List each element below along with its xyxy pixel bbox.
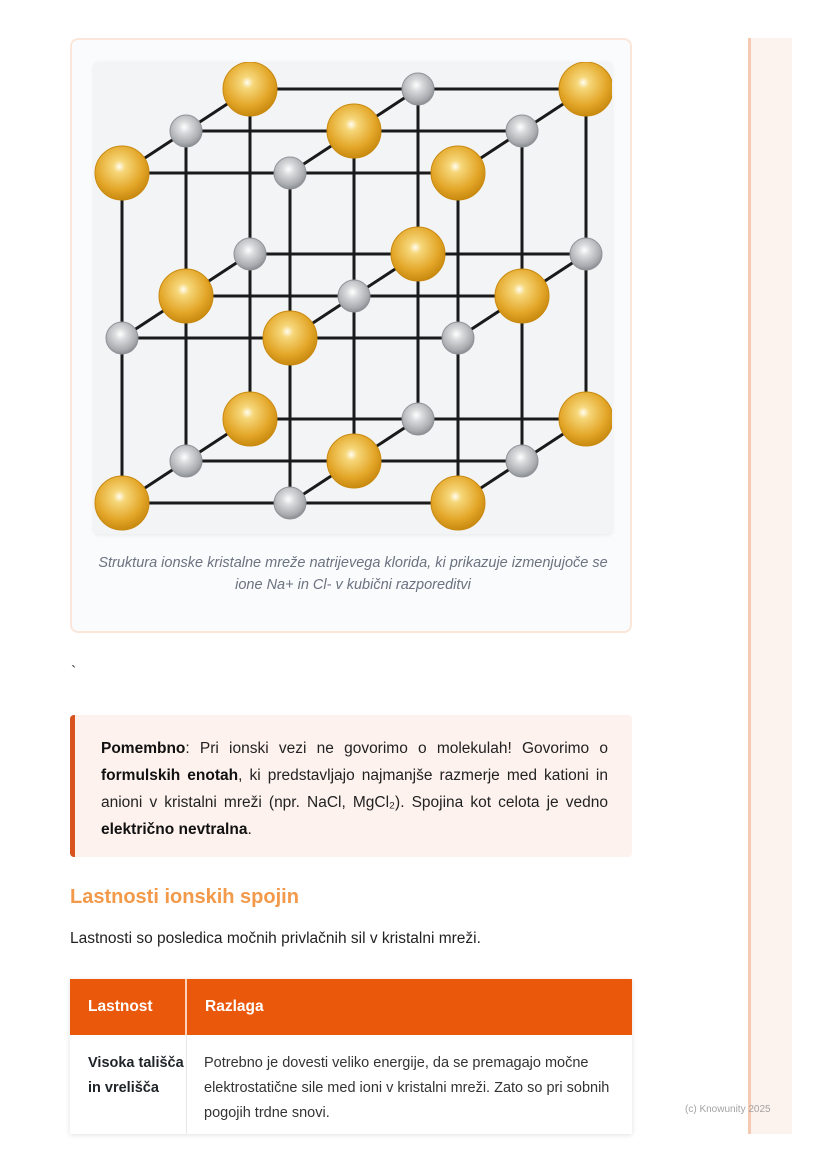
copyright: (c) Knowunity 2025: [685, 1104, 771, 1115]
small-ion: [234, 238, 266, 270]
note-lead: Pomembno: [101, 740, 186, 757]
side-divider: [748, 38, 751, 1134]
figure-caption: Struktura ionske kristalne mreže natrijevega klorida, ki prikazuje izmenjujoče se ione Na+ in Cl- v kubični razporeditvi: [98, 555, 608, 593]
small-ion: [274, 487, 306, 519]
cell-explanation: Potrebno je dovesti veliko energije, da se premagajo močne elektrostatične sile med ioni v kristalni mreži. Zato so pri sobnih pogojih trdne snovi.: [204, 1055, 610, 1121]
side-panel: [748, 38, 792, 1134]
large-ion: [263, 311, 317, 365]
header-property: Lastnost: [70, 979, 187, 1035]
small-ion: [506, 445, 538, 477]
header-explanation: Razlaga: [205, 998, 264, 1015]
large-ion: [95, 476, 149, 530]
cell-property: Visoka tališča in vrelišča: [70, 1035, 187, 1134]
large-ion: [327, 104, 381, 158]
section-intro: Lastnosti so posledica močnih privlačnih sil v kristalni mreži.: [70, 930, 481, 947]
large-ion: [223, 62, 277, 116]
note-text-3: .: [247, 821, 252, 838]
small-ion: [442, 322, 474, 354]
note-text-1: : Pri ionski vezi ne govorimo o molekulah! Govorimo o: [185, 740, 608, 757]
large-ion: [495, 269, 549, 323]
note-bold-neutral: električno nevtralna: [101, 821, 248, 838]
large-ion: [95, 146, 149, 200]
small-ion: [106, 322, 138, 354]
small-ion: [402, 403, 434, 435]
small-ion: [338, 280, 370, 312]
note-bold-formula-units: formulskih enotah: [101, 767, 239, 784]
large-ion: [559, 62, 612, 116]
large-ion: [391, 227, 445, 281]
large-ion: [223, 392, 277, 446]
stray-backtick: `: [71, 664, 77, 681]
large-ion: [431, 476, 485, 530]
small-ion: [506, 115, 538, 147]
small-ion: [170, 115, 202, 147]
note-text-2: , ki predstavljajo najmanjše razmerje med kationi in anioni v kristalni mreži (npr. NaCl, MgCl₂). Spojina kot celota je vedno: [101, 767, 608, 811]
small-ion: [570, 238, 602, 270]
large-ion: [559, 392, 612, 446]
figure-card: [70, 38, 632, 633]
properties-table: [70, 979, 632, 1134]
large-ion: [159, 269, 213, 323]
small-ion: [402, 73, 434, 105]
nacl-lattice-image: [94, 62, 612, 534]
table-header: [70, 979, 632, 1035]
important-note: [70, 715, 632, 857]
large-ion: [431, 146, 485, 200]
large-ion: [327, 434, 381, 488]
table-row: [70, 1035, 632, 1134]
lattice-illustration: [94, 62, 612, 534]
section-heading: Lastnosti ionskih spojin: [70, 886, 299, 908]
small-ion: [170, 445, 202, 477]
small-ion: [274, 157, 306, 189]
